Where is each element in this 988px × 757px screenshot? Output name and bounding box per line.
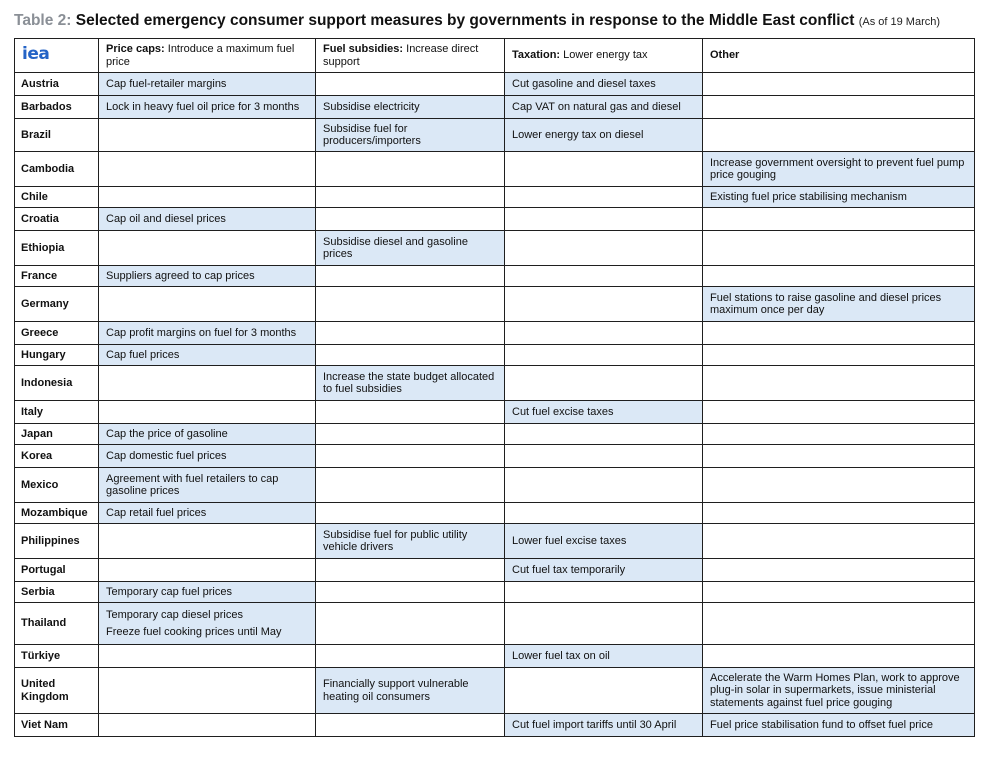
country-cell: Chile (15, 187, 99, 208)
table-row (15, 668, 975, 714)
other-cell (703, 208, 975, 231)
other-cell: Fuel stations to raise gasoline and diesel prices maximum once per day (703, 287, 975, 322)
other-cell (703, 503, 975, 524)
tax-cell (505, 287, 703, 322)
tax-cell (505, 152, 703, 187)
price-cell (99, 714, 316, 737)
tax-cell: Lower energy tax on diesel (505, 119, 703, 152)
country-cell: Germany (15, 287, 99, 322)
price-cell (99, 366, 316, 401)
table-row (15, 266, 975, 287)
country-cell: Mexico (15, 468, 99, 503)
table-row (15, 231, 975, 266)
country-cell: Thailand (15, 603, 99, 645)
price-cell: Cap oil and diesel prices (99, 208, 316, 231)
price-cell (99, 668, 316, 714)
subsidy-cell (316, 73, 505, 96)
tax-cell: Cap VAT on natural gas and diesel (505, 96, 703, 119)
tax-cell (505, 266, 703, 287)
price-cell (99, 119, 316, 152)
other-cell (703, 96, 975, 119)
subsidy-cell (316, 714, 505, 737)
header-price-caps (99, 39, 316, 73)
country-cell: Greece (15, 322, 99, 345)
country-cell: Ethiopia (15, 231, 99, 266)
subsidy-cell (316, 345, 505, 366)
other-cell (703, 524, 975, 559)
tax-cell: Cut fuel excise taxes (505, 401, 703, 424)
measure-line: Freeze fuel cooking prices until May (106, 626, 282, 638)
header-bold: Taxation: (512, 49, 561, 62)
subsidy-cell: Subsidise electricity (316, 96, 505, 119)
iea-logo: iea (22, 44, 50, 65)
subsidy-cell (316, 645, 505, 668)
other-cell: Existing fuel price stabilising mechanism (703, 187, 975, 208)
other-cell (703, 468, 975, 503)
country-cell: Austria (15, 73, 99, 96)
table-row (15, 96, 975, 119)
subsidy-cell: Subsidise fuel for producers/importers (316, 119, 505, 152)
price-cell (99, 152, 316, 187)
tax-cell (505, 603, 703, 645)
other-cell (703, 266, 975, 287)
country-cell: Mozambique (15, 503, 99, 524)
table-row (15, 582, 975, 603)
other-cell (703, 603, 975, 645)
price-cell: Suppliers agreed to cap prices (99, 266, 316, 287)
other-cell (703, 119, 975, 152)
table-row (15, 503, 975, 524)
tax-cell (505, 445, 703, 468)
tax-cell (505, 668, 703, 714)
country-cell: Cambodia (15, 152, 99, 187)
tax-cell (505, 424, 703, 445)
price-cell (99, 524, 316, 559)
country-cell: Barbados (15, 96, 99, 119)
other-cell (703, 559, 975, 582)
subsidy-cell (316, 424, 505, 445)
other-cell (703, 645, 975, 668)
header-bold: Other (710, 49, 740, 62)
tax-cell (505, 187, 703, 208)
tax-cell: Lower fuel tax on oil (505, 645, 703, 668)
other-cell (703, 445, 975, 468)
price-cell: Cap domestic fuel prices (99, 445, 316, 468)
other-cell (703, 73, 975, 96)
header-row (15, 39, 975, 73)
country-cell: Viet Nam (15, 714, 99, 737)
country-cell: Japan (15, 424, 99, 445)
table-row (15, 401, 975, 424)
price-cell: Agreement with fuel retailers to cap gasoline prices (99, 468, 316, 503)
table-row (15, 714, 975, 737)
header-other (703, 39, 975, 73)
subsidy-cell: Subsidise fuel for public utility vehicle drivers (316, 524, 505, 559)
subsidy-cell: Financially support vulnerable heating oil consumers (316, 668, 505, 714)
table-row (15, 287, 975, 322)
table-row (15, 119, 975, 152)
subsidy-cell (316, 468, 505, 503)
subsidy-cell (316, 582, 505, 603)
subsidy-cell: Subsidise diesel and gasoline prices (316, 231, 505, 266)
measure-line: Temporary cap diesel prices (106, 608, 243, 621)
tax-cell (505, 582, 703, 603)
country-cell: Brazil (15, 119, 99, 152)
subsidy-cell (316, 445, 505, 468)
table-row (15, 603, 975, 645)
price-cell: Lock in heavy fuel oil price for 3 months (99, 96, 316, 119)
subsidy-cell (316, 322, 505, 345)
country-cell: Serbia (15, 582, 99, 603)
tax-cell: Cut fuel tax temporarily (505, 559, 703, 582)
country-cell: Korea (15, 445, 99, 468)
table-row (15, 468, 975, 503)
other-cell (703, 231, 975, 266)
table-row (15, 152, 975, 187)
other-cell (703, 401, 975, 424)
table-row (15, 322, 975, 345)
price-cell (99, 559, 316, 582)
header-bold: Fuel subsidies: (323, 43, 404, 55)
header-taxation (505, 39, 703, 73)
country-cell: Türkiye (15, 645, 99, 668)
other-cell (703, 322, 975, 345)
price-cell (99, 187, 316, 208)
price-cell: Temporary cap fuel prices (99, 582, 316, 603)
price-cell: Cap profit margins on fuel for 3 months (99, 322, 316, 345)
subsidy-cell (316, 503, 505, 524)
country-cell: Indonesia (15, 366, 99, 401)
tax-cell: Cut gasoline and diesel taxes (505, 73, 703, 96)
price-cell (99, 603, 316, 645)
tax-cell (505, 208, 703, 231)
country-cell: Portugal (15, 559, 99, 582)
other-cell (703, 345, 975, 366)
subsidy-cell (316, 287, 505, 322)
other-cell (703, 582, 975, 603)
table-row (15, 345, 975, 366)
tax-cell (505, 322, 703, 345)
tax-cell (505, 503, 703, 524)
tax-cell (505, 468, 703, 503)
country-cell: France (15, 266, 99, 287)
other-cell: Accelerate the Warm Homes Plan, work to approve plug-in solar in supermarkets, issue ministerial statements against fuel price gouging (703, 668, 975, 714)
table-row (15, 445, 975, 468)
country-cell: Hungary (15, 345, 99, 366)
header-bold: Price caps: (106, 43, 165, 55)
tax-cell (505, 231, 703, 266)
country-cell: Croatia (15, 208, 99, 231)
tax-cell (505, 345, 703, 366)
header-desc: Introduce a maximum fuel price (106, 43, 295, 68)
other-cell: Increase government oversight to prevent fuel pump price gouging (703, 152, 975, 187)
table-label: Table 2: (14, 12, 72, 29)
header-fuel-subsidies (316, 39, 505, 73)
header-desc: Lower energy tax (560, 49, 648, 62)
country-cell: United Kingdom (15, 668, 99, 714)
subsidy-cell: Increase the state budget allocated to fuel subsidies (316, 366, 505, 401)
subsidy-cell (316, 208, 505, 231)
other-cell (703, 366, 975, 401)
other-cell: Fuel price stabilisation fund to offset fuel price (703, 714, 975, 737)
subsidy-cell (316, 603, 505, 645)
table-row (15, 208, 975, 231)
other-cell (703, 424, 975, 445)
price-cell: Cap the price of gasoline (99, 424, 316, 445)
table-row (15, 559, 975, 582)
table-row (15, 645, 975, 668)
price-cell: Cap fuel-retailer margins (99, 73, 316, 96)
subsidy-cell (316, 559, 505, 582)
price-cell (99, 401, 316, 424)
table-row (15, 366, 975, 401)
table-row (15, 73, 975, 96)
table-date-note: (As of 19 March) (858, 16, 941, 28)
table-row (15, 187, 975, 208)
tax-cell: Lower fuel excise taxes (505, 524, 703, 559)
tax-cell: Cut fuel import tariffs until 30 April (505, 714, 703, 737)
price-cell (99, 287, 316, 322)
subsidy-cell (316, 266, 505, 287)
measures-table (14, 38, 975, 737)
price-cell: Cap fuel prices (99, 345, 316, 366)
table-row (15, 524, 975, 559)
subsidy-cell (316, 187, 505, 208)
logo-cell (15, 39, 99, 73)
table-heading: Selected emergency consumer support measures by governments in response to the Middle East conflict (75, 12, 855, 29)
table-row (15, 424, 975, 445)
subsidy-cell (316, 401, 505, 424)
subsidy-cell (316, 152, 505, 187)
price-cell (99, 645, 316, 668)
country-cell: Philippines (15, 524, 99, 559)
price-cell (99, 231, 316, 266)
header-desc: Increase direct support (323, 43, 479, 68)
country-cell: Italy (15, 401, 99, 424)
table-title (14, 12, 940, 30)
tax-cell (505, 366, 703, 401)
price-cell: Cap retail fuel prices (99, 503, 316, 524)
